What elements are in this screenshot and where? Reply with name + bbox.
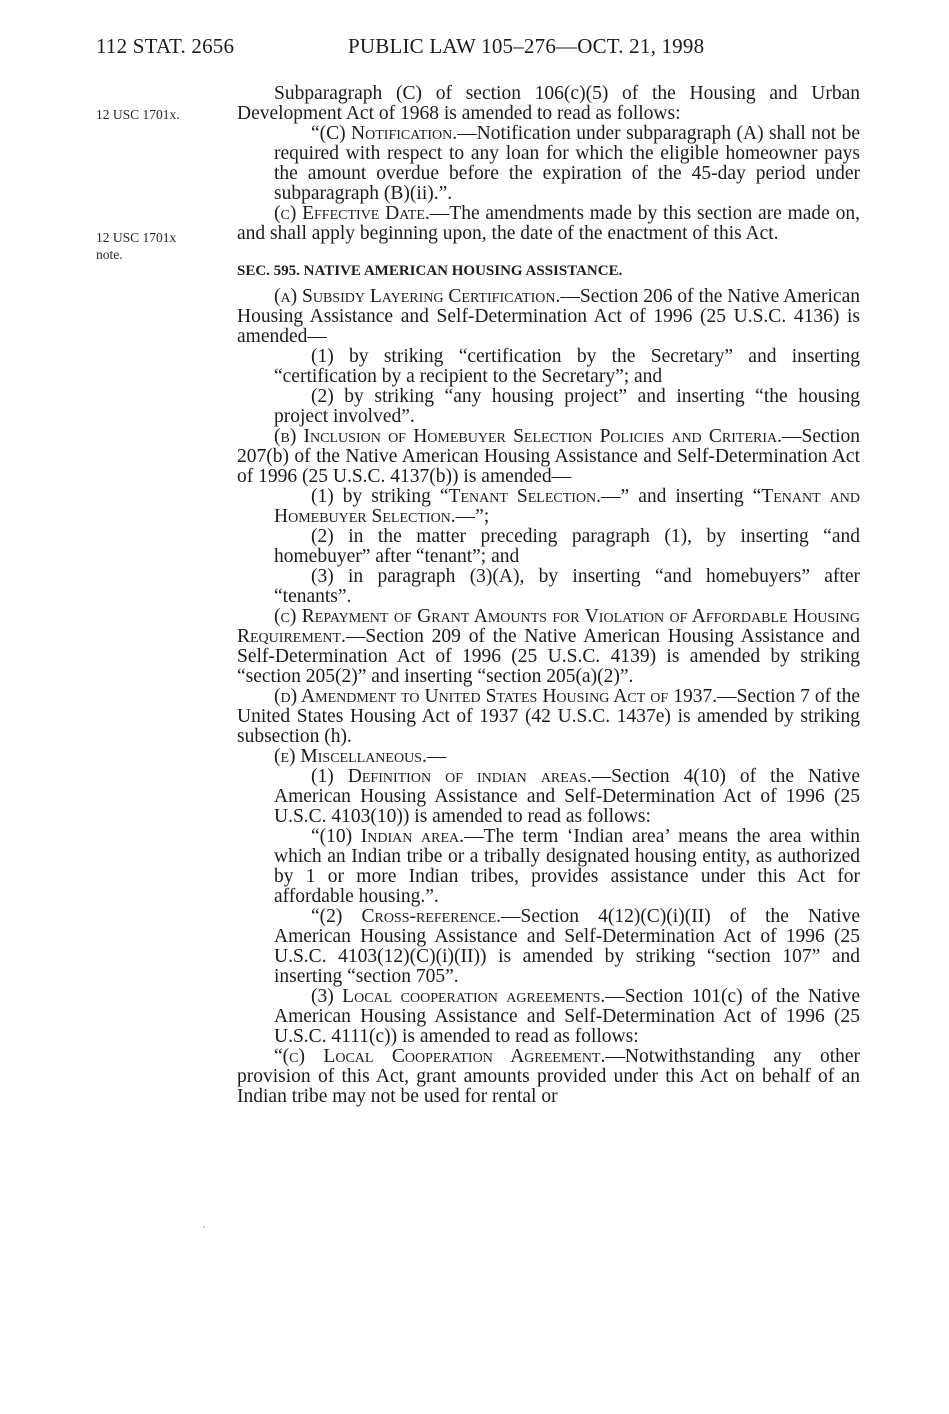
strike-tenant-part-sc2: Tenant and Homebuyer Selection. [274,486,860,527]
paragraph-local-cooperation-agreements [237,987,860,1047]
section-595-heading: SEC. 595. NATIVE AMERICAN HOUSING ASSISTANCE. [237,263,623,279]
homebuyer-selection-heading: (b) Inclusion of Homebuyer Selection Policies and Criteria. [274,426,782,447]
public-law-citation: PUBLIC LAW 105–276—OCT. 21, 1998 [348,34,705,58]
repayment-grant-text: —Section 209 of the Native American Housing Assistance and Self-Determination Act of 1996 (25 U.S.C. 4139) is amended by striking “section 205(2)” and inserting “section 205(a)(2)”. [237,626,860,687]
cross-reference-heading: “(2) Cross-reference. [311,906,501,927]
subsidy-layering-heading: (a) Subsidy Layering Certification. [274,286,561,307]
paragraph-notification [237,124,860,204]
repayment-grant-heading: (c) Repayment of Grant Amounts for Violation of Affordable Housing Requirement. [237,606,860,647]
miscellaneous-heading: (e) Miscellaneous. [274,746,427,767]
local-cooperation-agreements-heading: (3) Local cooperation agreements. [311,986,606,1007]
paragraph-insert-homebuyer: (2) in the matter preceding paragraph (1), by inserting “and homebuyer” after “tenant”; and [274,526,860,567]
housing-act-1937-text: —Section 7 of the United States Housing Act of 1937 (42 U.S.C. 1437e) is amended by striking subsection (h). [237,686,860,747]
local-cooperation-agreement-text: —Notwithstanding any other provision of this Act, grant amounts provided under this Act on behalf of an Indian tribe may not be used for rental or [237,1046,861,1107]
effective-date-heading: (c) Effective Date. [274,203,430,224]
cross-reference-text: —Section 4(12)(C)(i)(II) of the Native American Housing Assistance and Self-Determination Act of 1996 (25 U.S.C. 4103(12)(C)(i)(II)) is amended by striking “section 107” and inserting “section 705”. [274,906,860,987]
paragraph-local-cooperation-agreement [237,1047,860,1107]
strike-tenant-part-a: (1) by striking “ [311,486,449,507]
definition-indian-areas-heading: (1) Definition of indian areas. [311,766,592,787]
paragraph-definition-indian-areas [237,767,860,827]
definition-indian-areas-text: —Section 4(10) of the Native American Housing Assistance and Self-Determination Act of 1996 (25 U.S.C. 4103(10)) is amended to read as follows: [274,766,860,827]
notification-heading: “(C) Notification. [311,123,458,144]
paragraph-subsidy-layering [237,287,860,347]
homebuyer-selection-text: —Section 207(b) of the Native American Housing Assistance and Self-Determination Act of 1996 (25 U.S.C. 4137(b)) is amended— [237,426,860,487]
notification-text: —Notification under subparagraph (A) shall not be required with respect to any loan for which the eligible homeowner pays the amount overdue before the expiration of the 45-day period under subparagraph (B)(ii).”. [274,123,860,204]
paragraph-cross-reference [237,907,860,987]
strike-tenant-part-b: —” and inserting “ [601,486,762,507]
paragraph-amend-section-106: Subparagraph (C) of section 106(c)(5) of the Housing and Urban Development Act of 1968 is amended to read as follows: [237,83,860,124]
scan-speck [203,1226,205,1228]
local-cooperation-agreement-heading: “(c) Local Cooperation Agreement. [274,1046,606,1067]
statute-body [237,84,860,1107]
subsidy-layering-text: —Section 206 of the Native American Housing Assistance and Self-Determination Act of 1996 (25 U.S.C. 4136) is amended— [237,286,860,347]
paragraph-repayment-grant [237,607,860,687]
stat-page-number: 112 STAT. 2656 [96,34,235,58]
paragraph-miscellaneous [237,747,860,767]
paragraph-effective-date [237,204,860,244]
effective-date-text: —The amendments made by this section are made on, and shall apply beginning upon, the date of the enactment of this Act. [237,203,860,244]
paragraph-amend-housing-act-1937 [237,687,860,747]
strike-tenant-part-c: —”; [455,506,490,527]
paragraph-homebuyer-selection [237,427,860,487]
margin-note-usc-1701x-note-line1: 12 USC 1701x [96,230,177,245]
local-cooperation-agreements-text: —Section 101(c) of the Native American Housing Assistance and Self-Determination Act of 1996 (25 U.S.C. 4111(c)) is amended to read as follows: [274,986,860,1047]
paragraph-strike-housing-project: (2) by striking “any housing project” and inserting “the housing project involved”. [274,386,860,427]
margin-note-usc-1701x: 12 USC 1701x. [96,107,180,122]
strike-tenant-part-sc1: Tenant Selection. [448,486,602,507]
margin-note-usc-1701x-note-line2: note. [96,247,123,262]
paragraph-strike-tenant-selection [237,487,860,527]
miscellaneous-dash: — [426,746,447,767]
indian-area-heading: “(10) Indian area. [311,826,465,847]
housing-act-1937-heading: (d) Amendment to United States Housing Act of 1937. [274,686,718,707]
paragraph-strike-certification: (1) by striking “certification by the Secretary” and inserting “certification by a recipient to the Secretary”; and [274,346,860,387]
indian-area-text: —The term ‘Indian area’ means the area within which an Indian tribe or a tribally designated housing entity, as authorized by 1 or more Indian tribes, provides assistance under this Act for affordable housing.”. [274,826,860,907]
paragraph-indian-area [237,827,860,907]
paragraph-insert-homebuyers: (3) in paragraph (3)(A), by inserting “and homebuyers” after “tenants”. [274,566,860,607]
